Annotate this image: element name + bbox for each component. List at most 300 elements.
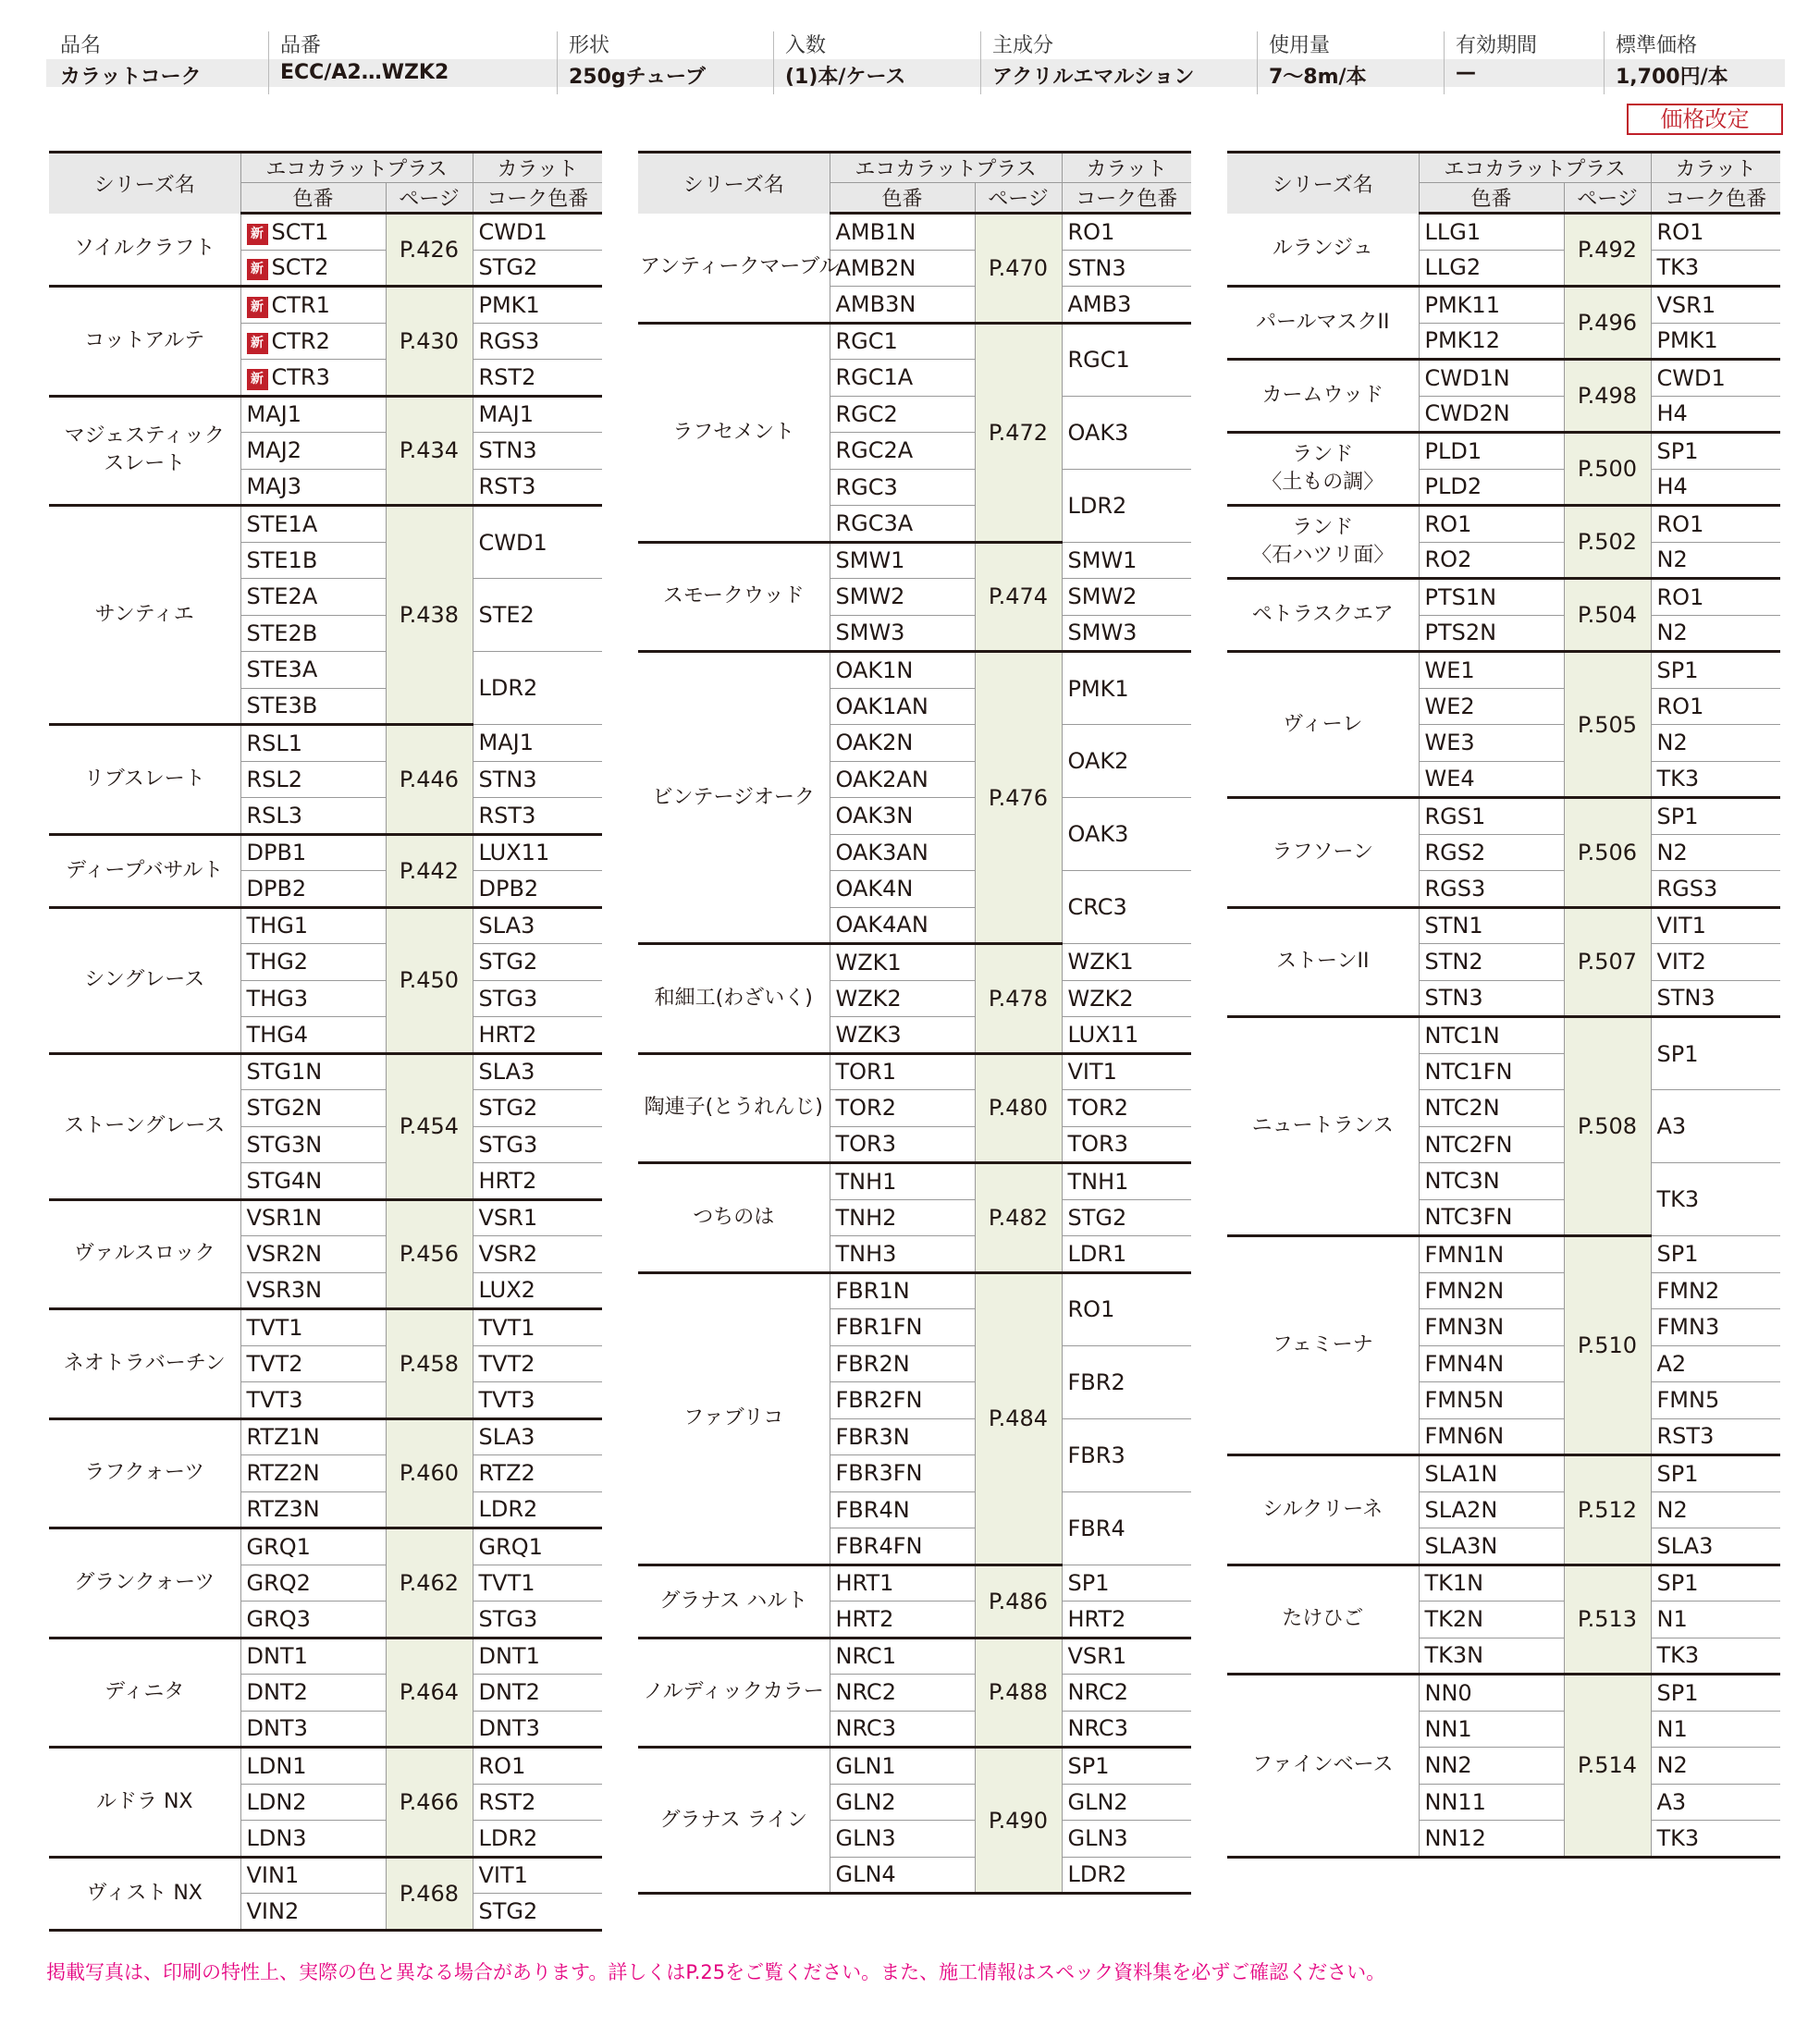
color-code — [830, 506, 975, 543]
color-code-text: GLN3 — [835, 1825, 896, 1852]
label-usage: 使用量 — [1269, 34, 1331, 57]
karat-color-code: TOR2 — [1062, 1090, 1191, 1127]
color-code — [240, 1017, 386, 1054]
karat-color-code: FMN5 — [1651, 1382, 1780, 1419]
color-code-text: RGS2 — [1424, 839, 1486, 865]
table-row — [638, 1748, 1191, 1785]
page-ref: P.456 — [386, 1199, 473, 1309]
series-name-line: 〈土もの調〉 — [1261, 471, 1384, 494]
color-code-text: NTC2N — [1424, 1095, 1500, 1122]
color-code-text: OAK2N — [835, 730, 914, 756]
header-karat: カラット — [1062, 153, 1191, 183]
karat-color-code: CWD1 — [473, 506, 602, 579]
value-usage: 7〜8m/本 — [1269, 66, 1367, 89]
color-code-text: VSR1N — [246, 1205, 323, 1232]
page-ref: P.506 — [1564, 798, 1651, 908]
table-row — [1227, 506, 1780, 543]
color-code-text: GRQ2 — [246, 1569, 311, 1596]
header-color-no: 色番 — [1419, 183, 1564, 214]
karat-color-code: VIT1 — [473, 1857, 602, 1894]
color-code-text: NTC3FN — [1424, 1204, 1513, 1231]
page-ref: P.464 — [386, 1638, 473, 1748]
table-row — [49, 1638, 602, 1675]
karat-color-code: RTZ2 — [473, 1455, 602, 1492]
color-code — [830, 944, 975, 981]
color-code-text: WZK2 — [835, 985, 902, 1012]
color-code-text: RGC2A — [835, 437, 914, 464]
color-code-text: SLA1N — [1424, 1460, 1498, 1487]
color-code — [240, 1675, 386, 1712]
color-code — [830, 834, 975, 871]
color-code — [240, 834, 386, 871]
page-ref: P.468 — [386, 1857, 473, 1930]
color-code-text: FMN4N — [1424, 1350, 1505, 1377]
color-code-text: RGC2 — [835, 400, 898, 427]
series-group — [1227, 1675, 1780, 1858]
color-code — [240, 542, 386, 579]
label-shape: 形状 — [569, 34, 610, 57]
karat-color-code: N1 — [1651, 1602, 1780, 1638]
color-code — [1419, 287, 1564, 324]
series-group — [1227, 433, 1780, 506]
page-ref: P.500 — [1564, 433, 1651, 506]
color-code-text: CWD2N — [1424, 400, 1510, 427]
header-page: ページ — [1564, 183, 1651, 214]
color-code-text: SMW3 — [835, 620, 905, 646]
karat-color-code: A3 — [1651, 1784, 1780, 1821]
karat-color-code: NRC2 — [1062, 1675, 1191, 1712]
color-code — [830, 1345, 975, 1382]
color-code-text: PTS1N — [1424, 583, 1497, 610]
series-group — [49, 1748, 602, 1858]
karat-color-code: SMW1 — [1062, 542, 1191, 579]
karat-color-code: RGS3 — [473, 323, 602, 360]
color-table-column-2 — [638, 151, 1191, 1895]
series-group — [1227, 506, 1780, 579]
series-name — [638, 1163, 830, 1273]
color-code — [830, 1053, 975, 1090]
color-code — [830, 1455, 975, 1492]
color-code — [240, 1345, 386, 1382]
color-code-text: THG2 — [246, 949, 309, 976]
color-code — [1419, 506, 1564, 543]
table-row — [1227, 1017, 1780, 1054]
color-code-text: DPB1 — [246, 840, 307, 866]
color-code — [240, 1748, 386, 1785]
header-ecocarat-plus: エコカラットプラス — [1419, 153, 1651, 183]
color-code-text: RTZ2N — [246, 1460, 320, 1487]
color-code — [240, 871, 386, 908]
page-ref: P.504 — [1564, 579, 1651, 652]
series-name — [1227, 1675, 1419, 1858]
color-code — [1419, 907, 1564, 944]
karat-color-code: N2 — [1651, 1491, 1780, 1528]
table-row — [638, 1053, 1191, 1090]
karat-color-code: SP1 — [1651, 1017, 1780, 1090]
karat-color-code: TK3 — [1651, 250, 1780, 287]
karat-color-code: VSR2 — [473, 1236, 602, 1273]
page-ref: P.430 — [386, 287, 473, 397]
color-code — [1419, 396, 1564, 433]
color-code — [830, 1857, 975, 1894]
table-row — [1227, 214, 1780, 251]
karat-color-code: FMN3 — [1651, 1309, 1780, 1346]
page-ref: P.458 — [386, 1309, 473, 1419]
series-name-line: ソイルクラフト — [74, 237, 215, 261]
new-badge: 新 — [247, 224, 268, 245]
divider — [1257, 31, 1258, 94]
color-code-text: RO2 — [1424, 546, 1472, 573]
series-name-line: ランド — [1292, 516, 1354, 539]
series-group — [49, 725, 602, 835]
color-code-text: WE3 — [1424, 730, 1475, 756]
karat-color-code: TOR3 — [1062, 1126, 1191, 1163]
color-code-text: WZK1 — [835, 949, 902, 976]
color-code — [1419, 798, 1564, 835]
color-code-text: STE1A — [246, 510, 318, 537]
karat-color-code: RST3 — [1651, 1418, 1780, 1455]
header-karat-color-no: コーク色番 — [1651, 183, 1780, 214]
karat-color-code: MAJ1 — [473, 396, 602, 433]
karat-color-code: SMW2 — [1062, 579, 1191, 616]
karat-color-code: STN3 — [473, 433, 602, 470]
label-product-number: 品番 — [280, 34, 322, 57]
series-name — [1227, 579, 1419, 652]
color-code-text: FBR4N — [835, 1496, 910, 1523]
color-code-text: AMB3N — [835, 290, 916, 317]
color-code — [240, 652, 386, 689]
series-name — [638, 214, 840, 324]
color-code-text: SMW2 — [835, 583, 905, 610]
color-code-text: STE2A — [246, 583, 318, 610]
color-code — [830, 1309, 975, 1346]
table-row — [638, 1272, 1191, 1309]
color-code-text: NTC3N — [1424, 1168, 1500, 1195]
color-code — [830, 1017, 975, 1054]
karat-color-code: A3 — [1651, 1090, 1780, 1163]
color-code-text: RGC3 — [835, 473, 898, 500]
table-row — [638, 1163, 1191, 1200]
series-group — [49, 1528, 602, 1638]
header-karat-color-no: コーク色番 — [1062, 183, 1191, 214]
color-code — [830, 1382, 975, 1419]
color-code-text: HRT1 — [835, 1570, 894, 1597]
color-code-text: PMK12 — [1424, 327, 1500, 354]
color-code — [1419, 360, 1564, 397]
color-code — [1419, 1236, 1564, 1273]
color-code — [830, 250, 975, 287]
series-name — [1227, 360, 1419, 433]
series-name-line: スレート — [104, 452, 186, 476]
label-price: 標準価格 — [1616, 34, 1698, 57]
color-code-text: DPB2 — [246, 875, 307, 902]
color-code — [1419, 1638, 1564, 1675]
series-name — [638, 944, 830, 1054]
color-code — [1419, 1199, 1564, 1236]
color-code — [240, 1053, 386, 1090]
color-code — [830, 1528, 975, 1565]
karat-color-code: H4 — [1651, 396, 1780, 433]
color-code-text: CWD1N — [1424, 364, 1510, 391]
series-name-line: ランド — [1292, 443, 1354, 466]
karat-color-code: VSR1 — [1651, 287, 1780, 324]
series-name — [49, 1857, 240, 1930]
page-ref: P.502 — [1564, 506, 1651, 579]
color-code-text: SCT2 — [271, 254, 329, 281]
label-quantity: 入数 — [785, 34, 827, 57]
series-name-line: ニュートランス — [1251, 1114, 1394, 1137]
header-series: シリーズ名 — [49, 153, 240, 214]
karat-color-code: SLA3 — [473, 907, 602, 944]
header-page: ページ — [975, 183, 1062, 214]
color-code — [240, 1090, 386, 1127]
color-table — [49, 151, 602, 1932]
header-karat: カラット — [473, 153, 602, 183]
series-name — [49, 1528, 240, 1638]
table-row — [49, 506, 602, 543]
page-ref: P.505 — [1564, 652, 1651, 798]
color-code-text: PLD1 — [1424, 437, 1482, 464]
table-row — [1227, 652, 1780, 689]
karat-color-code: CRC3 — [1062, 871, 1191, 944]
karat-color-code: N1 — [1651, 1711, 1780, 1748]
karat-color-code: GRQ1 — [473, 1528, 602, 1565]
color-code-text: GLN2 — [835, 1788, 896, 1815]
page-ref: P.496 — [1564, 287, 1651, 360]
color-code — [1419, 1053, 1564, 1090]
karat-color-code: GLN3 — [1062, 1821, 1191, 1858]
color-code-text: VSR3N — [246, 1277, 323, 1304]
series-name — [1227, 506, 1419, 579]
color-table-column-1 — [49, 151, 602, 1932]
price-revision-badge: 価格改定 — [1627, 104, 1783, 135]
series-name-line: グラナス ハルト — [659, 1589, 808, 1613]
series-group — [49, 287, 602, 397]
table-row — [49, 1199, 602, 1236]
color-code-text: RGS1 — [1424, 803, 1486, 829]
divider — [773, 31, 774, 94]
color-code-text: TOR2 — [835, 1095, 896, 1122]
series-name — [1227, 1017, 1419, 1236]
color-code — [1419, 1418, 1564, 1455]
color-code-text: STG3N — [246, 1131, 323, 1158]
karat-color-code: SP1 — [1651, 433, 1780, 470]
color-code-text: CTR1 — [271, 291, 330, 318]
karat-color-code: STG2 — [473, 1090, 602, 1127]
header-ecocarat-plus: エコカラットプラス — [830, 153, 1062, 183]
karat-color-code: RST3 — [473, 798, 602, 835]
color-code-text: TNH3 — [835, 1240, 897, 1267]
color-code-text: WZK3 — [835, 1021, 902, 1048]
karat-color-code: SP1 — [1651, 1455, 1780, 1492]
color-code — [1419, 1309, 1564, 1346]
series-group — [49, 506, 602, 725]
karat-color-code: STG2 — [473, 250, 602, 287]
table-row — [1227, 798, 1780, 835]
karat-color-code: AMB3 — [1062, 287, 1191, 324]
color-code-text: MAJ1 — [246, 401, 301, 428]
color-code-text: FMN6N — [1424, 1423, 1505, 1450]
color-code-text: FBR3FN — [835, 1460, 923, 1487]
page-ref: P.460 — [386, 1418, 473, 1528]
karat-color-code: MAJ1 — [473, 725, 602, 762]
color-code-text: SMW1 — [835, 547, 905, 574]
color-code — [240, 1455, 386, 1492]
karat-color-code: RST2 — [473, 360, 602, 397]
color-code-text: STE3B — [246, 693, 318, 719]
color-code-text: AMB2N — [835, 254, 916, 281]
page-ref: P.462 — [386, 1528, 473, 1638]
karat-color-code: LUX2 — [473, 1272, 602, 1309]
series-name — [49, 725, 240, 835]
color-code-text: STG2N — [246, 1095, 323, 1122]
series-name-line: ディープバサルト — [66, 858, 224, 882]
series-group — [638, 944, 1191, 1054]
karat-color-code: PMK1 — [1651, 323, 1780, 360]
karat-color-code: STN3 — [1651, 980, 1780, 1017]
page-ref: P.507 — [1564, 907, 1651, 1017]
color-code-text: TK3N — [1424, 1642, 1484, 1669]
page-ref: P.513 — [1564, 1565, 1651, 1675]
page-ref: P.486 — [975, 1565, 1062, 1638]
series-group — [49, 834, 602, 907]
color-code-text: RGS3 — [1424, 875, 1486, 902]
page-ref: P.490 — [975, 1748, 1062, 1894]
karat-color-code: HRT2 — [473, 1017, 602, 1054]
table-row — [638, 944, 1191, 981]
series-name-line: ルドラ NX — [95, 1789, 193, 1813]
series-name — [638, 323, 830, 542]
product-info-labels — [46, 24, 1785, 59]
color-code-text: FMN1N — [1424, 1241, 1505, 1268]
karat-color-code: CWD1 — [1651, 360, 1780, 397]
karat-color-code: VSR1 — [473, 1199, 602, 1236]
table-row — [638, 652, 1191, 689]
series-group — [1227, 907, 1780, 1017]
page-ref: P.492 — [1564, 214, 1651, 287]
color-code — [240, 469, 386, 506]
color-code-text: FMN5N — [1424, 1387, 1505, 1414]
color-code-text: RSL1 — [246, 730, 303, 756]
series-name-line: スモークウッド — [662, 584, 805, 608]
karat-color-code: LUX11 — [1062, 1017, 1191, 1054]
color-code — [830, 1675, 975, 1712]
karat-color-code: STG3 — [473, 1602, 602, 1638]
series-name-line: パールマスクII — [1255, 311, 1390, 334]
karat-color-code: TK3 — [1651, 761, 1780, 798]
color-table — [1227, 151, 1780, 1859]
color-code — [830, 798, 975, 835]
color-code-text: FBR3N — [835, 1423, 910, 1450]
page-ref: P.446 — [386, 725, 473, 835]
color-code — [830, 980, 975, 1017]
karat-color-code: N2 — [1651, 542, 1780, 579]
color-code — [240, 1857, 386, 1894]
page-ref: P.510 — [1564, 1236, 1651, 1455]
page-ref: P.470 — [975, 214, 1062, 324]
color-code — [240, 980, 386, 1017]
color-code — [240, 1821, 386, 1858]
divider — [980, 31, 981, 94]
table-row — [49, 1309, 602, 1346]
color-code — [240, 1638, 386, 1675]
page-ref: P.466 — [386, 1748, 473, 1858]
color-code-text: DNT1 — [246, 1643, 308, 1670]
color-code — [830, 652, 975, 689]
series-name-line: シングレース — [84, 968, 205, 991]
karat-color-code: RO1 — [1651, 506, 1780, 543]
color-code — [240, 250, 386, 287]
color-code — [240, 1309, 386, 1346]
header-karat-color-no: コーク色番 — [473, 183, 602, 214]
color-code — [240, 1236, 386, 1273]
series-name — [49, 907, 240, 1053]
series-name-line: ヴァルスロック — [73, 1242, 215, 1266]
color-code — [830, 360, 975, 397]
series-name — [638, 1565, 830, 1638]
color-code-text: NTC2FN — [1424, 1131, 1513, 1158]
karat-color-code: LDR1 — [1062, 1236, 1191, 1273]
karat-color-code: NRC3 — [1062, 1711, 1191, 1748]
header-color-no: 色番 — [240, 183, 386, 214]
series-name — [638, 1748, 830, 1894]
color-code — [1419, 1491, 1564, 1528]
series-name-line: ペトラスクエア — [1251, 603, 1394, 626]
header-page: ページ — [386, 183, 473, 214]
karat-color-code: PMK1 — [473, 287, 602, 324]
page-ref: P.442 — [386, 834, 473, 907]
karat-color-code: N2 — [1651, 725, 1780, 762]
series-name-line: ネオトラバーチン — [63, 1351, 226, 1375]
color-code-text: OAK3N — [835, 803, 914, 829]
color-code-text: AMB1N — [835, 218, 916, 245]
color-code — [240, 798, 386, 835]
label-ingredient: 主成分 — [992, 34, 1054, 57]
karat-color-code: FBR3 — [1062, 1418, 1191, 1491]
color-code — [830, 1821, 975, 1858]
color-code-text: SLA3N — [1424, 1532, 1498, 1559]
color-code — [240, 506, 386, 543]
color-code-text: NN0 — [1424, 1679, 1472, 1706]
color-code — [1419, 1784, 1564, 1821]
table-row — [1227, 1455, 1780, 1492]
series-group — [638, 214, 1191, 324]
karat-color-code: STG2 — [473, 1894, 602, 1931]
series-name — [49, 1309, 240, 1419]
color-code-text: LLG2 — [1424, 254, 1482, 281]
karat-color-code: STG2 — [473, 944, 602, 981]
series-name-line: たけひご — [1282, 1607, 1364, 1631]
color-code-text: NTC1N — [1424, 1022, 1500, 1049]
color-code-text: STN1 — [1424, 913, 1483, 939]
divider — [1604, 31, 1605, 94]
series-name-line: リブスレート — [83, 767, 205, 791]
series-group — [49, 1199, 602, 1309]
table-row — [49, 287, 602, 324]
color-code — [240, 688, 386, 725]
color-code — [1419, 761, 1564, 798]
color-code-text: WE4 — [1424, 766, 1475, 792]
series-name-line: ビンテージオーク — [652, 785, 816, 809]
color-code — [830, 1418, 975, 1455]
karat-color-code: SLA3 — [473, 1053, 602, 1090]
product-info-values — [46, 59, 1785, 87]
color-code — [830, 1711, 975, 1748]
color-code — [240, 1382, 386, 1419]
color-code-text: GLN4 — [835, 1861, 896, 1888]
divider — [268, 31, 269, 94]
series-name — [1227, 287, 1419, 360]
